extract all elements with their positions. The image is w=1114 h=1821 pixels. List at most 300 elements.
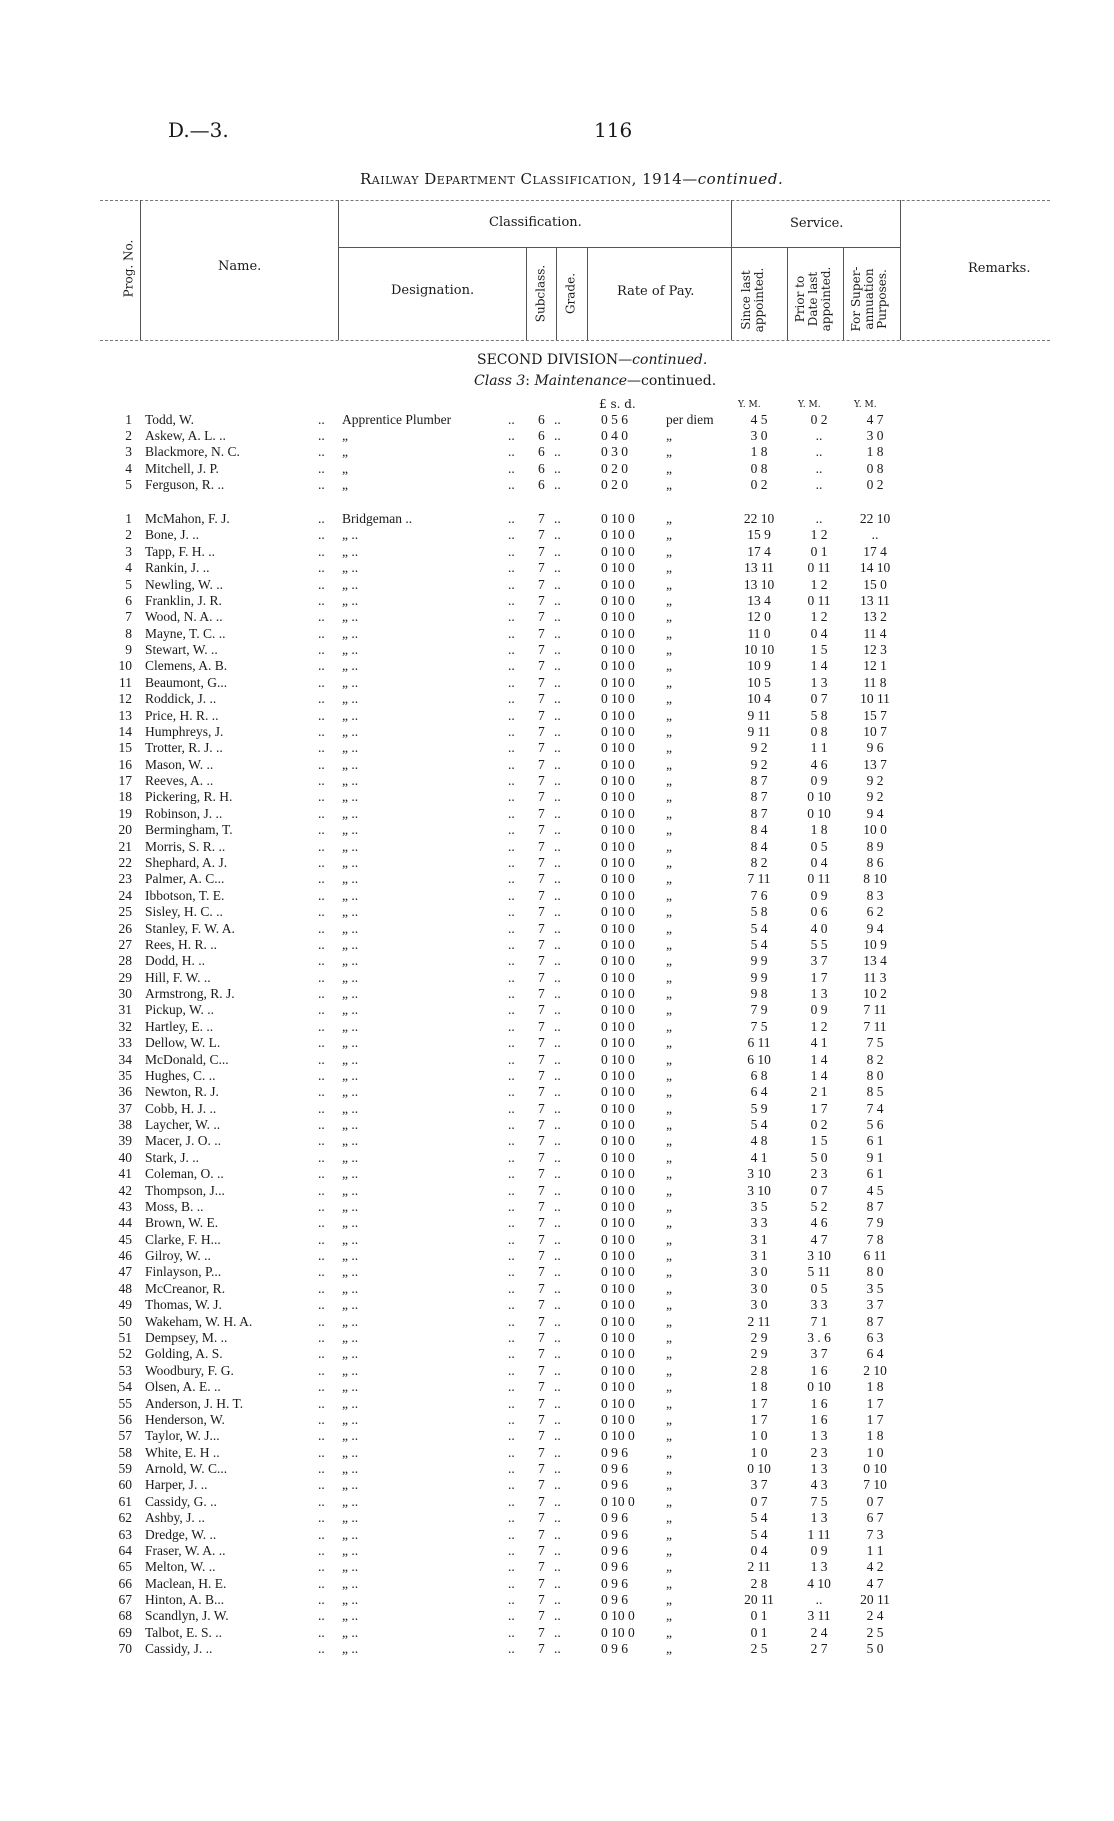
prog-no: 5	[125, 576, 132, 592]
rate-of-pay: 0 10 0	[601, 936, 635, 952]
employee-name: Rees, H. R. ..	[145, 936, 217, 952]
table-row	[0, 1543, 1114, 1559]
leader-dots: ..	[554, 707, 561, 723]
leader-dots: ..	[318, 1166, 325, 1182]
leader-dots: ..	[554, 1444, 561, 1460]
prog-no: 8	[125, 625, 132, 641]
rate-of-pay: 0 10 0	[601, 1280, 635, 1296]
table-row	[0, 1494, 1114, 1510]
table-row	[0, 740, 1114, 756]
leader-dots: ..	[554, 986, 561, 1002]
table-title-suffix: continued.	[697, 170, 784, 188]
rate-period: „	[666, 1313, 672, 1329]
employee-name: Maclean, H. E.	[145, 1575, 227, 1591]
leader-dots: ..	[318, 1133, 325, 1149]
rate-of-pay: 0 9 6	[601, 1477, 628, 1493]
leader-dots: ..	[318, 936, 325, 952]
designation: „ ..	[342, 1035, 359, 1051]
leader-dots: ..	[508, 887, 515, 903]
employee-name: Taylor, W. J...	[145, 1428, 220, 1444]
leader-dots: ..	[554, 1526, 561, 1542]
prog-no: 13	[118, 707, 132, 723]
subclass: 7	[538, 1346, 545, 1362]
leader-dots: ..	[318, 773, 325, 789]
service-since-appointed: 10 5	[747, 674, 771, 690]
service-superannuation: 6 3	[866, 1330, 884, 1345]
employee-name: Mason, W. ..	[145, 756, 214, 772]
service-since-appointed: 8 4	[750, 822, 768, 838]
table-row	[0, 658, 1114, 674]
service-prior: ..	[815, 1592, 823, 1608]
subclass: 7	[538, 1395, 545, 1411]
employee-name: Dodd, H. ..	[145, 953, 205, 969]
leader-dots: ..	[508, 1215, 515, 1231]
leader-dots: ..	[318, 1067, 325, 1083]
leader-dots: ..	[318, 1100, 325, 1116]
subclass: 7	[538, 1280, 545, 1296]
employee-name: Hinton, A. B...	[145, 1592, 225, 1608]
header-top-rule	[100, 200, 1050, 201]
leader-dots: ..	[508, 1379, 515, 1395]
employee-name: Harper, J. ..	[145, 1477, 208, 1493]
rate-period: „	[666, 1542, 672, 1558]
service-prior: 2 3	[810, 1166, 828, 1182]
designation: „ ..	[342, 1117, 359, 1133]
rate-period: „	[666, 560, 672, 576]
leader-dots: ..	[318, 658, 325, 674]
service-superannuation: 9 2	[866, 773, 884, 789]
subclass: 7	[538, 1575, 545, 1591]
service-prior: 2 4	[810, 1624, 828, 1640]
subclass: 7	[538, 805, 545, 821]
leader-dots: ..	[318, 756, 325, 772]
table-row	[0, 806, 1114, 822]
subclass: 7	[538, 773, 545, 789]
leader-dots: ..	[554, 1477, 561, 1493]
service-superannuation: 1 0	[866, 1444, 884, 1460]
service-since-appointed: 2 5	[750, 1641, 768, 1657]
rate-of-pay: 0 10 0	[601, 1395, 635, 1411]
subclass: 7	[538, 1018, 545, 1034]
service-since-appointed: 2 11	[747, 1559, 771, 1575]
leader-dots: ..	[508, 920, 515, 936]
table-row	[0, 1117, 1114, 1133]
service-prior: 1 2	[810, 576, 828, 592]
subclass: 7	[538, 1362, 545, 1378]
rate-period: „	[666, 953, 672, 969]
rate-of-pay: 0 10 0	[601, 1215, 635, 1231]
leader-dots: ..	[554, 1067, 561, 1083]
designation: „ ..	[342, 920, 359, 936]
rate-of-pay: 0 10 0	[601, 1428, 635, 1444]
leader-dots: ..	[508, 789, 515, 805]
leader-dots: ..	[554, 444, 561, 460]
rate-of-pay: 0 10 0	[601, 723, 635, 739]
leader-dots: ..	[508, 986, 515, 1002]
rate-period: „	[666, 1428, 672, 1444]
service-prior: 0 2	[810, 1117, 828, 1133]
subclass: 7	[538, 592, 545, 608]
service-prior: 3 . 6	[807, 1330, 831, 1345]
col-divider-6	[556, 247, 557, 340]
employee-name: Bermingham, T.	[145, 822, 233, 838]
designation: „ ..	[342, 625, 359, 641]
leader-dots: ..	[508, 1084, 515, 1100]
prog-no: 38	[118, 1117, 132, 1133]
service-superannuation: 13 2	[863, 609, 887, 625]
leader-dots: ..	[318, 854, 325, 870]
table-row	[0, 1232, 1114, 1248]
leader-dots: ..	[554, 854, 561, 870]
service-superannuation: 9 2	[866, 789, 884, 805]
table-row	[0, 986, 1114, 1002]
service-superannuation: 12 3	[863, 642, 887, 658]
classification-underline	[338, 247, 731, 248]
service-prior: 0 5	[810, 1280, 828, 1296]
table-row	[0, 953, 1114, 969]
rate-period: „	[666, 822, 672, 838]
leader-dots: ..	[554, 953, 561, 969]
service-superannuation: 3 7	[866, 1297, 884, 1313]
prog-no: 21	[118, 838, 132, 854]
employee-name: Rankin, J. ..	[145, 560, 210, 576]
prog-no: 15	[118, 740, 132, 756]
prog-no: 41	[118, 1166, 132, 1182]
leader-dots: ..	[508, 1411, 515, 1427]
service-since-appointed: 0 7	[750, 1493, 768, 1509]
prog-no: 24	[118, 887, 132, 903]
rate-of-pay: 0 10 0	[601, 1100, 635, 1116]
subclass: 7	[538, 1330, 545, 1345]
designation: „	[342, 460, 348, 476]
leader-dots: ..	[318, 1280, 325, 1296]
rate-of-pay: 0 10 0	[601, 822, 635, 838]
rate-period: „	[666, 1149, 672, 1165]
leader-dots: ..	[554, 1510, 561, 1526]
page-number: 116	[594, 118, 633, 142]
service-superannuation: 6 1	[866, 1133, 884, 1149]
leader-dots: ..	[508, 543, 515, 559]
employee-name: Coleman, O. ..	[145, 1166, 224, 1182]
rate-of-pay: 0 10 0	[601, 543, 635, 559]
service-superannuation: 1 8	[866, 1379, 884, 1395]
employee-name: McCreanor, R.	[145, 1280, 226, 1296]
service-since-appointed: 5 4	[750, 936, 768, 952]
rate-of-pay: 0 9 6	[601, 1444, 628, 1460]
service-since-appointed: 13 10	[743, 576, 775, 592]
table-row	[0, 461, 1114, 477]
employee-name: Pickering, R. H.	[145, 789, 233, 805]
service-since-appointed: 1 7	[750, 1411, 768, 1427]
employee-name: Roddick, J. ..	[145, 691, 217, 707]
designation: „ ..	[342, 1231, 359, 1247]
leader-dots: ..	[318, 953, 325, 969]
employee-name: Franklin, J. R.	[145, 592, 222, 608]
rate-period: „	[666, 1362, 672, 1378]
subclass: 7	[538, 1133, 545, 1149]
leader-dots: ..	[554, 969, 561, 985]
leader-dots: ..	[554, 1100, 561, 1116]
subclass: 7	[538, 1084, 545, 1100]
service-superannuation: 15 7	[863, 707, 887, 723]
service-prior: 1 3	[810, 674, 828, 690]
employee-name: Thompson, J...	[145, 1182, 225, 1198]
leader-dots: ..	[318, 444, 325, 460]
leader-dots: ..	[508, 1641, 515, 1657]
prog-no: 14	[118, 723, 132, 739]
class-colon: :	[525, 373, 535, 389]
subclass: 7	[538, 674, 545, 690]
employee-name: Mitchell, J. P.	[145, 460, 219, 476]
service-superannuation: 11 8	[863, 674, 887, 690]
service-prior: 1 1	[810, 740, 828, 756]
rate-of-pay: 0 10 0	[601, 1067, 635, 1083]
designation: „ ..	[342, 560, 359, 576]
col-divider-2	[338, 200, 339, 340]
prog-no: 48	[118, 1280, 132, 1296]
leader-dots: ..	[554, 1346, 561, 1362]
table-row	[0, 1297, 1114, 1313]
rate-of-pay: 0 10 0	[601, 953, 635, 969]
prog-no: 2	[125, 527, 132, 543]
table-row	[0, 544, 1114, 560]
leader-dots: ..	[508, 1608, 515, 1624]
designation: „ ..	[342, 1182, 359, 1198]
designation: „ ..	[342, 1477, 359, 1493]
leader-dots: ..	[554, 887, 561, 903]
leader-dots: ..	[318, 625, 325, 641]
table-row	[0, 1035, 1114, 1051]
service-since-appointed: 2 9	[750, 1330, 768, 1345]
leader-dots: ..	[508, 1477, 515, 1493]
leader-dots: ..	[508, 969, 515, 985]
table-row	[0, 789, 1114, 805]
subclass: 7	[538, 1117, 545, 1133]
prog-no: 57	[118, 1428, 132, 1444]
subclass: 7	[538, 1035, 545, 1051]
service-superannuation: 4 2	[866, 1559, 884, 1575]
prog-no: 9	[125, 642, 132, 658]
leader-dots: ..	[318, 1461, 325, 1477]
rate-of-pay: 0 10 0	[601, 756, 635, 772]
leader-dots: ..	[554, 1264, 561, 1280]
rate-period: „	[666, 642, 672, 658]
subclass: 6	[538, 428, 545, 444]
leader-dots: ..	[508, 1117, 515, 1133]
leader-dots: ..	[508, 444, 515, 460]
subclass: 7	[538, 1002, 545, 1018]
table-row	[0, 1412, 1114, 1428]
rate-period: „	[666, 543, 672, 559]
employee-name: Hill, F. W. ..	[145, 969, 211, 985]
rate-of-pay: 0 10 0	[601, 854, 635, 870]
service-superannuation: 7 4	[866, 1100, 884, 1116]
prog-no: 11	[119, 674, 132, 690]
leader-dots: ..	[318, 1411, 325, 1427]
service-since-appointed: 4 8	[750, 1133, 768, 1149]
subclass: 7	[538, 936, 545, 952]
prog-no: 12	[118, 691, 132, 707]
leader-dots: ..	[508, 822, 515, 838]
prog-no: 3	[125, 444, 132, 460]
designation: „ ..	[342, 1100, 359, 1116]
leader-dots: ..	[554, 756, 561, 772]
employee-name: Arnold, W. C...	[145, 1461, 228, 1477]
leader-dots: ..	[318, 1084, 325, 1100]
table-row	[0, 1510, 1114, 1526]
service-prior: 4 3	[810, 1477, 828, 1493]
leader-dots: ..	[318, 740, 325, 756]
service-since-appointed: 0 4	[750, 1542, 768, 1558]
service-since-appointed: 3 0	[750, 1264, 768, 1280]
employee-name: McMahon, F. J.	[145, 511, 230, 526]
col-divider-4	[900, 200, 901, 340]
designation: „ ..	[342, 1411, 359, 1427]
service-prior: 1 3	[810, 1559, 828, 1575]
leader-dots: ..	[318, 1330, 325, 1345]
service-since-appointed: 8 7	[750, 789, 768, 805]
designation: „ ..	[342, 723, 359, 739]
leader-dots: ..	[554, 1379, 561, 1395]
service-superannuation: 2 4	[866, 1608, 884, 1624]
leader-dots: ..	[554, 1542, 561, 1558]
leader-dots: ..	[318, 1051, 325, 1067]
subclass: 7	[538, 1198, 545, 1214]
table-row	[0, 1379, 1114, 1395]
rate-of-pay: 0 10 0	[601, 871, 635, 887]
rate-period: „	[666, 1133, 672, 1149]
leader-dots: ..	[554, 1198, 561, 1214]
service-header: Service.	[790, 216, 844, 231]
service-prior: 0 11	[807, 592, 831, 608]
service-prior: 1 2	[810, 609, 828, 625]
service-since-appointed: 7 5	[750, 1018, 768, 1034]
employee-name: Price, H. R. ..	[145, 707, 219, 723]
employee-name: Todd, W.	[145, 412, 194, 427]
rate-of-pay: 0 10 0	[601, 1117, 635, 1133]
rate-of-pay: 0 5 6	[601, 412, 628, 427]
designation: „ ..	[342, 1264, 359, 1280]
designation: „ ..	[342, 1149, 359, 1165]
leader-dots: ..	[508, 625, 515, 641]
service-prior: 0 6	[810, 904, 828, 920]
leader-dots: ..	[554, 1428, 561, 1444]
prog-no: 33	[118, 1035, 132, 1051]
col-divider-8	[787, 247, 788, 340]
service-prior: ..	[815, 428, 823, 444]
rate-of-pay-header: Rate of Pay.	[617, 284, 695, 299]
rate-period: „	[666, 691, 672, 707]
leader-dots: ..	[508, 854, 515, 870]
service-since-appointed: 13 4	[747, 592, 771, 608]
service-prior: 3 7	[810, 1346, 828, 1362]
rate-period: „	[666, 871, 672, 887]
subclass: 7	[538, 871, 545, 887]
rate-period: „	[666, 1215, 672, 1231]
designation: Apprentice Plumber	[342, 412, 452, 427]
leader-dots: ..	[318, 1559, 325, 1575]
subclass: 7	[538, 1248, 545, 1264]
rate-period: „	[666, 1231, 672, 1247]
service-superannuation: 7 9	[866, 1215, 884, 1231]
designation: „ ..	[342, 1084, 359, 1100]
table-row	[0, 1330, 1114, 1346]
designation: „ ..	[342, 1559, 359, 1575]
leader-dots: ..	[508, 756, 515, 772]
subclass: 7	[538, 986, 545, 1002]
leader-dots: ..	[318, 691, 325, 707]
rate-of-pay: 0 10 0	[601, 1313, 635, 1329]
designation: „ ..	[342, 1215, 359, 1231]
leader-dots: ..	[318, 642, 325, 658]
table-row	[0, 1084, 1114, 1100]
service-prior: 1 3	[810, 1461, 828, 1477]
leader-dots: ..	[508, 1182, 515, 1198]
rate-period: „	[666, 1559, 672, 1575]
rate-period: „	[666, 1592, 672, 1608]
service-superannuation: 4 7	[866, 1575, 884, 1591]
col-divider-3	[731, 200, 732, 340]
rate-period: „	[666, 625, 672, 641]
prog-no: 51	[118, 1330, 132, 1345]
employee-name: Stanley, F. W. A.	[145, 920, 235, 936]
service-prior: 1 3	[810, 986, 828, 1002]
prog-no: 60	[118, 1477, 132, 1493]
designation: „ ..	[342, 1428, 359, 1444]
table-row	[0, 1527, 1114, 1543]
rate-period: „	[666, 1641, 672, 1657]
leader-dots: ..	[554, 560, 561, 576]
table-row	[0, 822, 1114, 838]
rate-period: „	[666, 444, 672, 460]
service-since-appointed: 4 5	[750, 412, 768, 427]
leader-dots: ..	[554, 838, 561, 854]
service-superannuation: 8 5	[866, 1084, 884, 1100]
service-since-appointed: 5 4	[750, 1526, 768, 1542]
designation: „ ..	[342, 1198, 359, 1214]
designation: „ ..	[342, 887, 359, 903]
designation: „ ..	[342, 691, 359, 707]
table-row	[0, 708, 1114, 724]
leader-dots: ..	[508, 1231, 515, 1247]
rate-period: „	[666, 1411, 672, 1427]
designation: „	[342, 428, 348, 444]
table-row	[0, 904, 1114, 920]
leader-dots: ..	[318, 609, 325, 625]
table-row	[0, 1133, 1114, 1149]
prog-no: 36	[118, 1084, 132, 1100]
rate-period: „	[666, 1264, 672, 1280]
employee-name: Blackmore, N. C.	[145, 444, 240, 460]
leader-dots: ..	[318, 1035, 325, 1051]
leader-dots: ..	[508, 1559, 515, 1575]
table-row	[0, 773, 1114, 789]
leader-dots: ..	[318, 576, 325, 592]
employee-name: Woodbury, F. G.	[145, 1362, 234, 1378]
leader-dots: ..	[554, 674, 561, 690]
leader-dots: ..	[508, 904, 515, 920]
employee-name: Moss, B. ..	[145, 1198, 204, 1214]
service-since-appointed: 7 11	[747, 871, 771, 887]
service-prior: 2 3	[810, 1444, 828, 1460]
leader-dots: ..	[554, 1297, 561, 1313]
rate-period: „	[666, 1280, 672, 1296]
leader-dots: ..	[554, 936, 561, 952]
leader-dots: ..	[508, 1575, 515, 1591]
class-heading	[474, 373, 716, 389]
leader-dots: ..	[554, 609, 561, 625]
subclass: 7	[538, 1149, 545, 1165]
